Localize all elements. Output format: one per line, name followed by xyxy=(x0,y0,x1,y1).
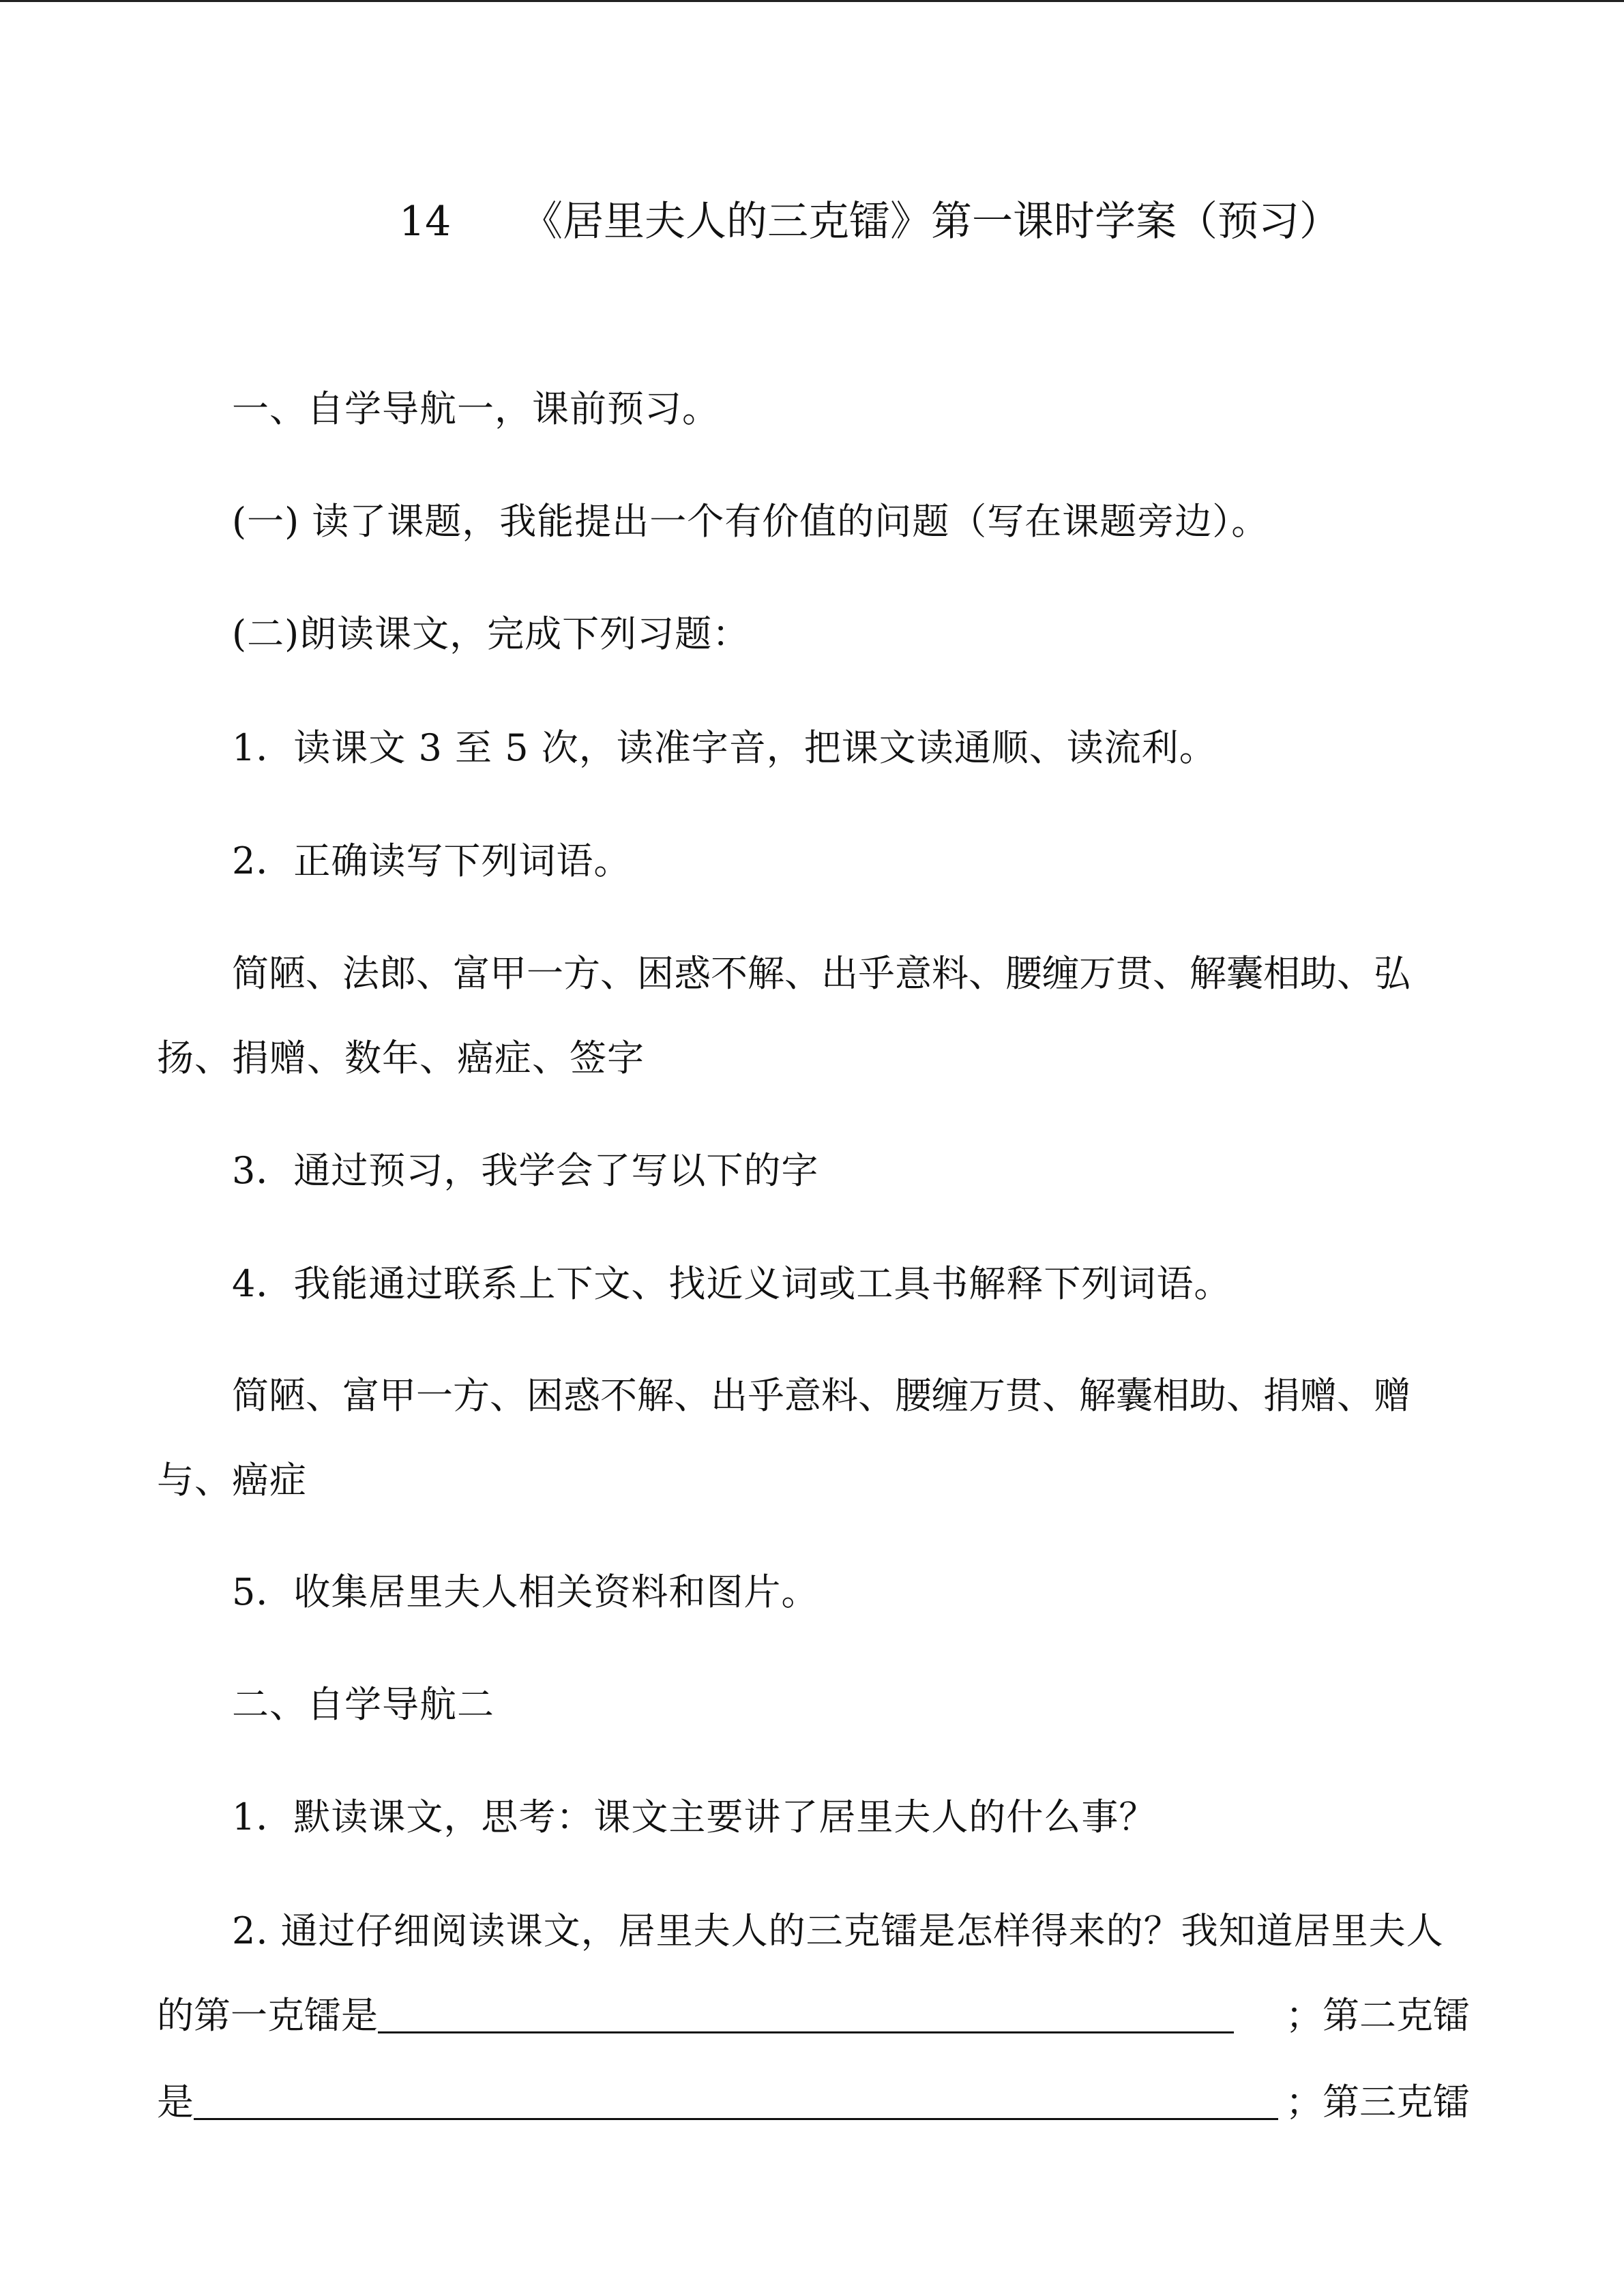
page-title xyxy=(399,198,1340,245)
section1-part1: (一) 读了课题，我能提出一个有价值的问题（写在课题旁边）。 xyxy=(232,500,1269,543)
section1-item1: 1．读课文 3 至 5 次，读准字音，把课文读通顺、读流利。 xyxy=(232,726,1217,769)
lesson-number: 14 xyxy=(399,198,452,245)
answer-blank-second-gram[interactable] xyxy=(194,2078,1278,2120)
section2-item1: 1．默读课文，思考：课文主要讲了居里夫人的什么事？ xyxy=(232,1795,1157,1838)
section1-part2: (二)朗读课文，完成下列习题： xyxy=(232,612,750,655)
fill2-suffix: ；第三克镭 xyxy=(1286,2081,1470,2123)
fill2-prefix: 是 xyxy=(157,2081,194,2123)
lesson-title: 《居里夫人的三克镭》第一课时学案（预习） xyxy=(522,198,1340,245)
section1-heading: 一、自学导航一，课前预习。 xyxy=(232,387,720,430)
fill1-suffix: ；第二克镭 xyxy=(1286,1994,1470,2037)
word-list-1-line1: 简陋、法郎、富甲一方、困惑不解、出乎意料、腰缠万贯、解囊相助、弘 xyxy=(232,952,1411,995)
section1-item5: 5．收集居里夫人相关资料和图片。 xyxy=(232,1570,819,1613)
section2-heading: 二、自学导航二 xyxy=(232,1683,494,1726)
section1-item2: 2．正确读写下列词语。 xyxy=(232,839,632,882)
fill-row-first-gram xyxy=(157,1992,1470,2040)
fill1-prefix: 的第一克镭是 xyxy=(157,1994,378,2037)
answer-blank-first-gram[interactable] xyxy=(378,1992,1234,2033)
section1-item3: 3．通过预习，我学会了写以下的字 xyxy=(232,1149,819,1192)
word-list-2-line2: 与、癌症 xyxy=(157,1459,307,1502)
top-border xyxy=(0,0,1624,2)
word-list-2-line1: 简陋、富甲一方、困惑不解、出乎意料、腰缠万贯、解囊相助、捐赠、赠 xyxy=(232,1374,1411,1417)
section2-item2-line1: 2. 通过仔细阅读课文，居里夫人的三克镭是怎样得来的？我知道居里夫人 xyxy=(232,1909,1444,1952)
section1-item4: 4．我能通过联系上下文、找近义词或工具书解释下列词语。 xyxy=(232,1262,1232,1305)
fill-row-second-gram xyxy=(157,2078,1470,2126)
word-list-1-line2: 扬、捐赠、数年、癌症、签字 xyxy=(157,1037,645,1079)
